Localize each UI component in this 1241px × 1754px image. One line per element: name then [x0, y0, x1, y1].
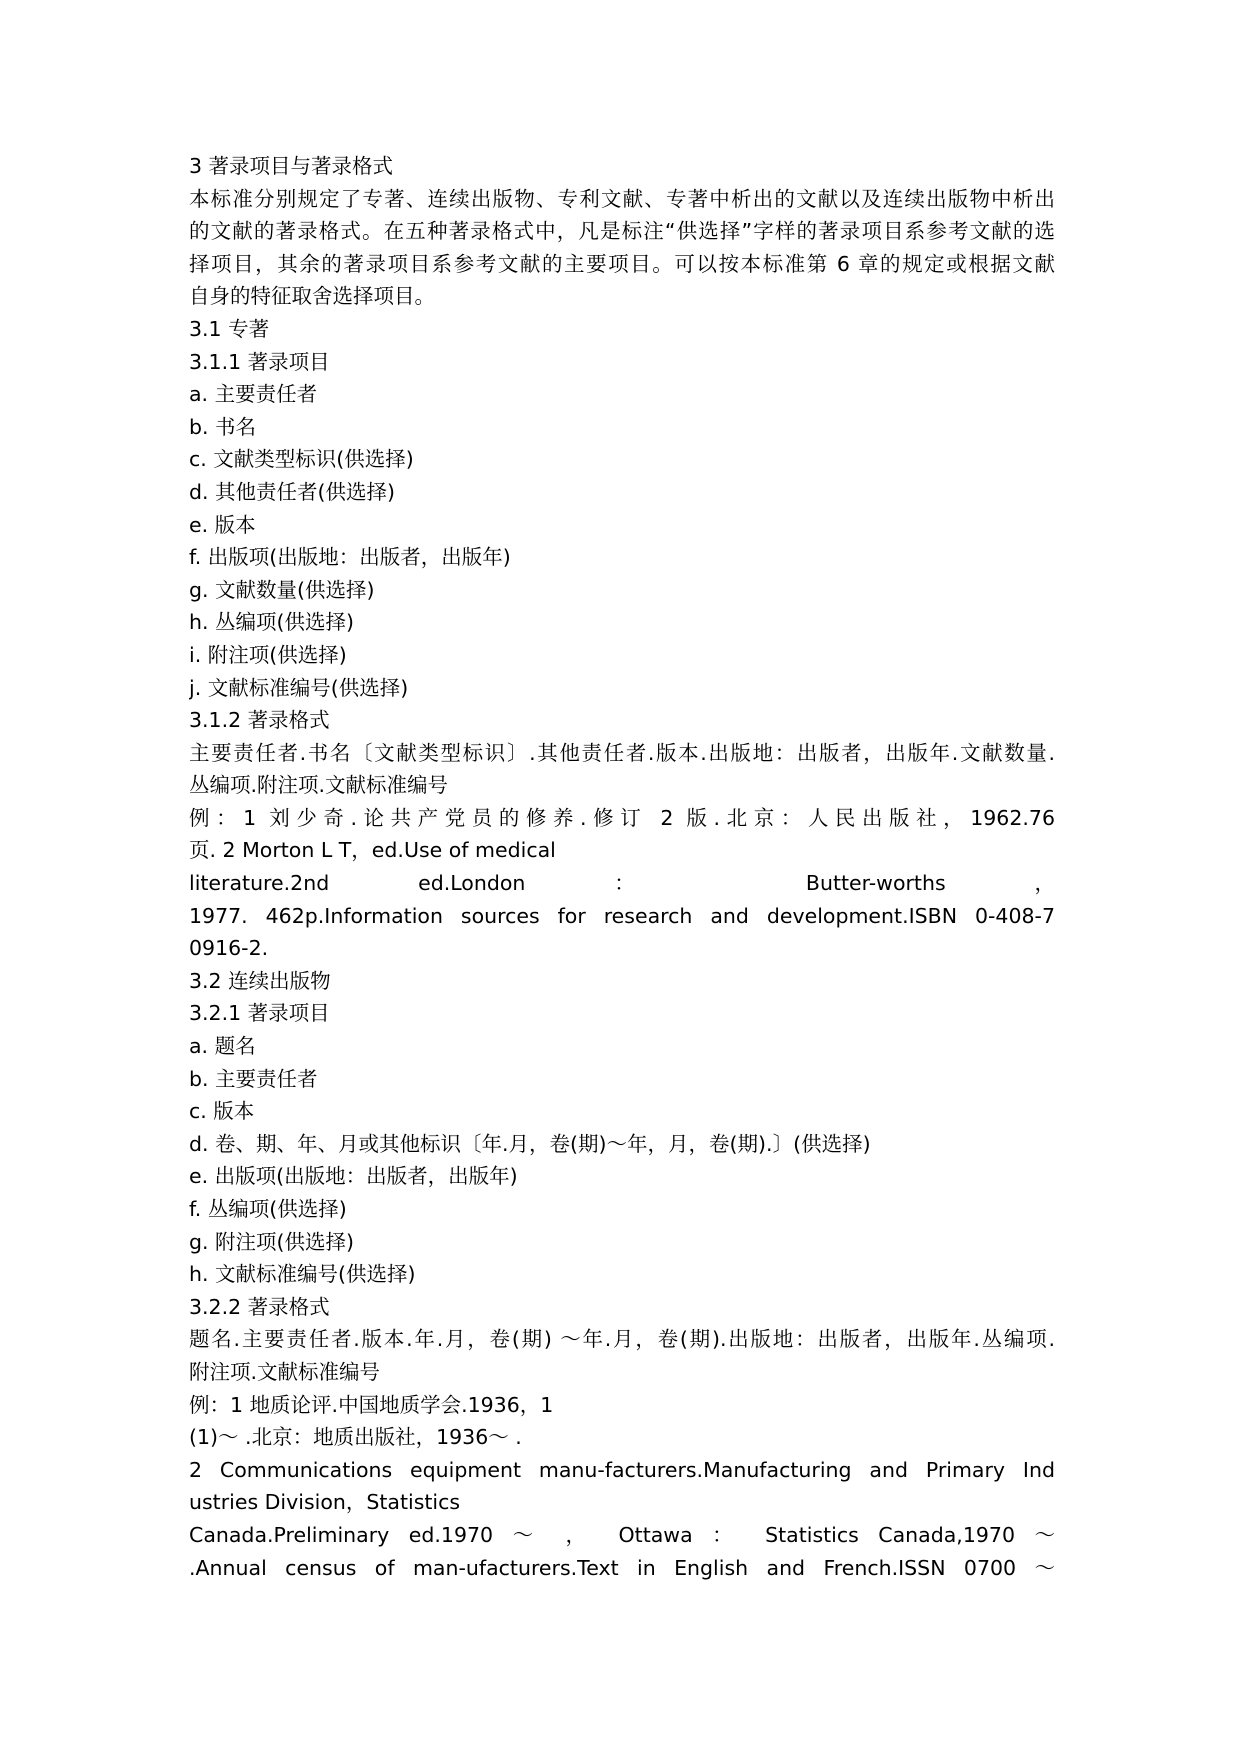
list-item: a. 题名: [189, 1034, 256, 1059]
paragraph-line: 择项目，其余的著录项目系参考文献的主要项目。可以按本标准第 6 章的规定或根据文献: [189, 251, 1055, 276]
list-item: c. 版本: [189, 1099, 255, 1124]
example-line: ustries Division，Statistics: [189, 1490, 461, 1515]
example-line: .Annual census of man-ufacturers.Text in English and French.ISSN 0700 ～: [189, 1555, 1055, 1580]
paragraph-line: 的文献的著录格式。在五种著录格式中，凡是标注“供选择”字样的著录项目系参考文献的选: [189, 219, 1055, 244]
list-item: j. 文献标准编号(供选择): [189, 675, 409, 700]
list-item: i. 附注项(供选择): [189, 642, 347, 667]
example-line: (1)～ .北京：地质出版社，1936～ .: [189, 1425, 522, 1450]
example-line: 页. 2 Morton L T，ed.Use of medical: [189, 838, 556, 863]
list-item: e. 出版项(出版地：出版者，出版年): [189, 1164, 518, 1189]
list-item: d. 卷、期、年、月或其他标识〔年.月，卷(期)～年，月，卷(期).〕(供选择): [189, 1131, 871, 1156]
subsection-heading: 3.2.1 著录项目: [189, 1001, 330, 1026]
list-item: e. 版本: [189, 512, 256, 537]
example-line: 例：1 地质论评.中国地质学会.1936，1: [189, 1392, 554, 1417]
list-item: a. 主要责任者: [189, 382, 318, 407]
list-item: f. 丛编项(供选择): [189, 1197, 347, 1221]
example-line: 1977. 462p.Information sources for research and development.ISBN 0-408-7: [189, 903, 1055, 928]
subsection-heading: 3.1.2 著录格式: [189, 708, 330, 733]
list-item: d. 其他责任者(供选择): [189, 479, 396, 504]
list-item: b. 主要责任者: [189, 1066, 318, 1091]
example-line: 0916-2.: [189, 936, 269, 961]
subsection-heading: 3.2.2 著录格式: [189, 1294, 330, 1319]
list-item: h. 丛编项(供选择): [189, 610, 355, 635]
subsection-heading: 3.1.1 著录项目: [189, 349, 330, 374]
list-item: h. 文献标准编号(供选择): [189, 1262, 416, 1287]
list-item: b. 书名: [189, 414, 257, 439]
list-item: g. 文献数量(供选择): [189, 577, 375, 602]
section-heading: 3.1 专著: [189, 316, 270, 341]
paragraph-line: 自身的特征取舍选择项目。: [189, 284, 435, 309]
paragraph-line: 主要责任者.书名〔文献类型标识〕.其他责任者.版本.出版地：出版者，出版年.文献数量.: [189, 740, 1055, 765]
paragraph-line: 丛编项.附注项.文献标准编号: [189, 773, 449, 798]
paragraph-line: 题名.主要责任者.版本.年.月，卷(期) ～年.月，卷(期).出版地：出版者，出版年.丛编项.: [189, 1327, 1055, 1352]
list-item: f. 出版项(出版地：出版者，出版年): [189, 545, 511, 570]
example-line: Canada.Preliminary ed.1970 ～ ， Ottawa ： Statistics Canada,1970 ～: [189, 1522, 1055, 1547]
example-line: literature.2nd ed.London ： Butter-worths ，: [189, 871, 1055, 896]
list-item: c. 文献类型标识(供选择): [189, 447, 414, 472]
example-line: 2 Communications equipment manu-facturers.Manufacturing and Primary Ind: [189, 1457, 1055, 1482]
paragraph-line: 附注项.文献标准编号: [189, 1359, 381, 1384]
paragraph-line: 本标准分别规定了专著、连续出版物、专利文献、专著中析出的文献以及连续出版物中析出: [189, 186, 1055, 211]
example-line: 例：1 刘少奇.论共产党员的修养.修订 2 版.北京：人民出版社，1962.76: [189, 805, 1055, 830]
section-heading: 3.2 连续出版物: [189, 968, 331, 993]
document-page: [189, 150, 1055, 1584]
list-item: g. 附注项(供选择): [189, 1229, 355, 1254]
section-heading: 3 著录项目与著录格式: [189, 154, 394, 178]
